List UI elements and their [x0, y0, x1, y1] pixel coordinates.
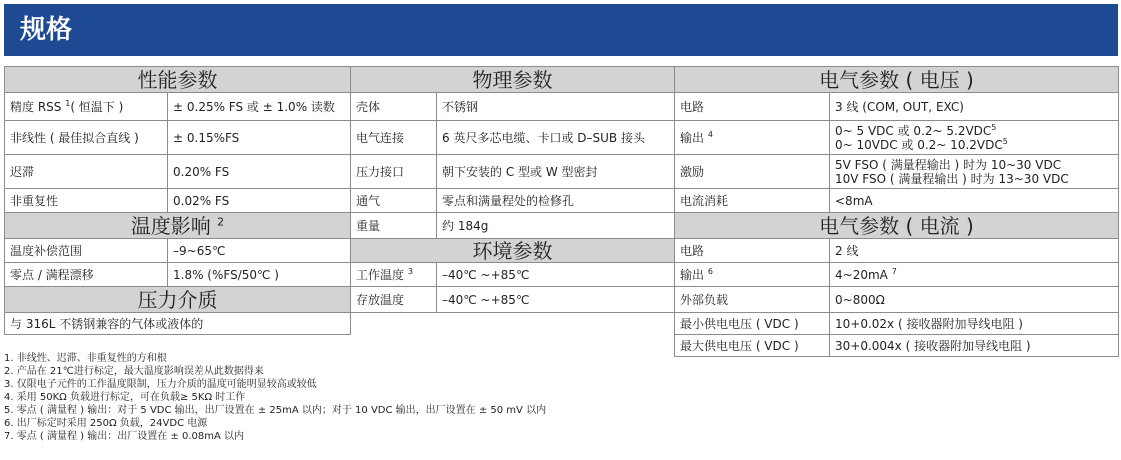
page-title: 规格: [20, 15, 73, 45]
row-value: 5V FSO ( 满量程输出 ) 时为 10~30 VDC 10V FSO ( 满量程输出 ) 时为 13~30 VDC: [830, 155, 1119, 189]
row-value: 0~ 5 VDC 或 0.2~ 5.2VDC$^5$ 0~ 10VDC 或 0.2~ 10.2VDC$^5$: [830, 121, 1119, 155]
footnote: 7. 零点 ( 满量程 ) 输出：出厂设置在 ± 0.08mA 以内: [4, 431, 244, 442]
footnote: 1. 非线性、迟滞、非重复性的方和根: [4, 353, 167, 364]
row-label: 外部负载: [675, 287, 830, 313]
row-label: 电路: [675, 93, 830, 121]
electrical-column: [674, 66, 1118, 357]
row-value: 3 线 (COM, OUT, EXC): [830, 93, 1119, 121]
media-header: 压力介质: [5, 287, 351, 313]
row-label: 输出 $^6$: [675, 263, 830, 287]
row-label: 重量: [351, 213, 437, 239]
row-value: 零点和满量程处的检修孔: [437, 189, 675, 213]
row-value: –40℃ ~+85℃: [437, 263, 675, 287]
row-value: 朝下安装的 C 型或 W 型密封: [437, 155, 675, 189]
footnote: 4. 采用 50KΩ 负载进行标定，可在负载≥ 5KΩ 时工作: [4, 392, 246, 403]
table-row: [351, 155, 675, 189]
row-label: 输出 $^4$: [675, 121, 830, 155]
footnote: 6. 出厂标定时采用 250Ω 负载，24VDC 电源: [4, 418, 208, 429]
row-value: 不锈钢: [437, 93, 675, 121]
table-row: [675, 93, 1119, 121]
row-label: 精度 RSS $^1$( 恒温下 ): [5, 93, 168, 121]
row-label: 温度补偿范围: [5, 239, 168, 263]
row-value: 0.02% FS: [168, 189, 351, 213]
media-text: 与 316L 不锈钢兼容的气体或液体的: [5, 313, 351, 335]
row-label: 通气: [351, 189, 437, 213]
row-label: 最小供电电压 ( VDC ): [675, 313, 830, 335]
table-row: [351, 189, 675, 213]
footnote: 3. 仅限电子元件的工作温度限制，压力介质的温度可能明显较高或较低: [4, 379, 317, 390]
table-row: [5, 93, 351, 121]
row-value: <8mA: [830, 189, 1119, 213]
row-label: 工作温度 $^3$: [351, 263, 437, 287]
row-value: –40℃ ~+85℃: [437, 287, 675, 313]
table-row: [5, 239, 351, 263]
row-value: 1.8% (%FS/50℃ ): [168, 263, 351, 287]
table-row: [5, 121, 351, 155]
table-row: [351, 121, 675, 155]
temperature-header: 温度影响 $^2$: [5, 213, 351, 239]
table-row: [5, 155, 351, 189]
table-row: [5, 313, 351, 335]
row-label: 电流消耗: [675, 189, 830, 213]
table-row: [5, 263, 351, 287]
physical-table: [350, 66, 675, 313]
table-row: [5, 189, 351, 213]
row-label: 激励: [675, 155, 830, 189]
table-row: [351, 213, 675, 239]
row-value: 0~800Ω: [830, 287, 1119, 313]
footnote: 2. 产品在 21℃进行标定，最大温度影响误差从此数据得来: [4, 366, 264, 377]
row-value: 0.20% FS: [168, 155, 351, 189]
row-label: 迟滞: [5, 155, 168, 189]
table-row: [351, 287, 675, 313]
row-value: 6 英尺多芯电缆、卡口或 D–SUB 接头: [437, 121, 675, 155]
table-row: [675, 239, 1119, 263]
row-label: 最大供电电压 ( VDC ): [675, 335, 830, 357]
footnotes: [4, 352, 670, 443]
voltage-header: 电气参数 ( 电压 ): [675, 67, 1119, 93]
row-label: 电路: [675, 239, 830, 263]
table-row: [675, 287, 1119, 313]
row-label: 壳体: [351, 93, 437, 121]
environment-header: 环境参数: [351, 239, 675, 263]
row-label: 压力接口: [351, 155, 437, 189]
row-value: 2 线: [830, 239, 1119, 263]
electrical-table: [674, 66, 1119, 357]
table-row: [675, 155, 1119, 189]
footnote: 5. 零点 ( 满量程 ) 输出：对于 5 VDC 输出，出厂设置在 ± 25mA 以内；对于 10 VDC 输出，出厂设置在 ± 50 mV 以内: [4, 405, 547, 416]
physical-header: 物理参数: [351, 67, 675, 93]
row-label: 非线性 ( 最佳拟合直线 ): [5, 121, 168, 155]
row-value: 30+0.004x ( 接收器附加导线电阻 ): [830, 335, 1119, 357]
performance-table: [4, 66, 351, 335]
row-value: 4~20mA $^7$: [830, 263, 1119, 287]
physical-column: [350, 66, 674, 313]
row-label: 存放温度: [351, 287, 437, 313]
row-value: –9~65℃: [168, 239, 351, 263]
current-header: 电气参数 ( 电流 ): [675, 213, 1119, 239]
table-row: [351, 263, 675, 287]
row-label: 零点 / 满程漂移: [5, 263, 168, 287]
performance-column: [4, 66, 350, 335]
page-title-banner: [4, 4, 1118, 56]
row-value: 10+0.02x ( 接收器附加导线电阻 ): [830, 313, 1119, 335]
row-label: 电气连接: [351, 121, 437, 155]
row-value: ± 0.15%FS: [168, 121, 351, 155]
row-label: 非重复性: [5, 189, 168, 213]
table-row: [351, 93, 675, 121]
table-row: [675, 189, 1119, 213]
row-value: ± 0.25% FS 或 ± 1.0% 读数: [168, 93, 351, 121]
table-row: [675, 313, 1119, 335]
table-row: [675, 121, 1119, 155]
row-value: 约 184g: [437, 213, 675, 239]
table-row: [675, 335, 1119, 357]
performance-header: 性能参数: [5, 67, 351, 93]
table-row: [675, 263, 1119, 287]
